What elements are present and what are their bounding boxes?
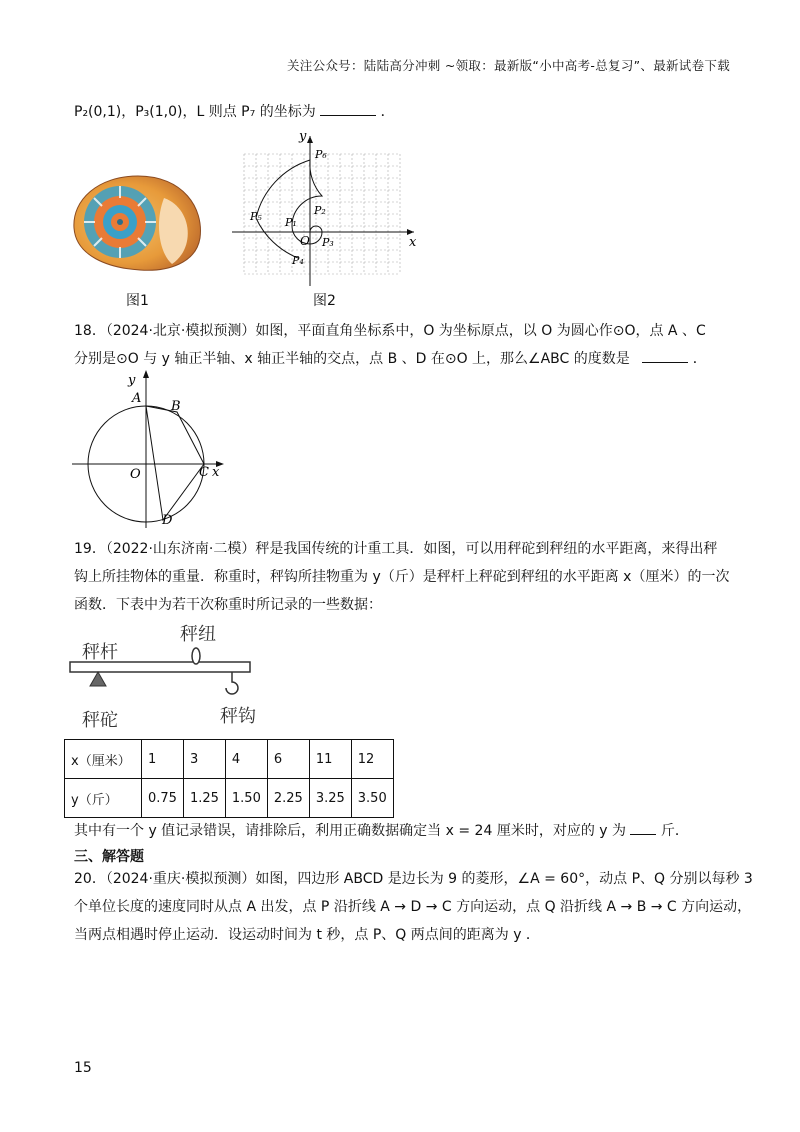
q19-after-line bbox=[74, 820, 689, 840]
q17-end: ． bbox=[380, 104, 395, 120]
knob bbox=[192, 648, 200, 664]
q19-line-2: 钩上所挂物体的重量．称重时，秤钩所挂物重为 y（斤）是秤杆上秤砣到秤纽的水平距离 x（厘米）的一次 bbox=[74, 569, 730, 585]
q19-after-text: 其中有一个 y 值记录错误，请排除后，利用正确数据确定当 x = 24 厘米时，对应的 y 为 bbox=[74, 823, 626, 839]
fig2-p2-label: P₂ bbox=[314, 204, 326, 217]
table-cell: 3.50 bbox=[351, 779, 393, 818]
table-cell: 0.75 bbox=[142, 779, 184, 818]
fig1-caption: 图1 bbox=[126, 293, 149, 309]
q20-line-2: 个单位长度的速度同时从点 A 出发，点 P 沿折线 A → D → C 方向运动，点 Q 沿折线 A → B → C 方向运动， bbox=[74, 899, 752, 915]
nautilus-shell-image bbox=[68, 168, 208, 276]
page-number: 15 bbox=[74, 1060, 92, 1076]
q17-points-line bbox=[74, 101, 395, 121]
q18-label-a: A bbox=[132, 391, 142, 406]
q18-line-1: 18．（2024·北京·模拟预测）如图，平面直角坐标系中，O 为坐标原点，以 O 为圆心作⊙O，点 A 、C bbox=[74, 323, 706, 339]
y-row-label: y（斤） bbox=[65, 779, 142, 818]
q18-label-d: D bbox=[162, 513, 173, 528]
spiral-coordinate-figure bbox=[230, 128, 420, 288]
fig2-p3-label: P₃ bbox=[322, 236, 334, 249]
x-row-label: x（厘米） bbox=[65, 740, 142, 779]
table-cell: 11 bbox=[309, 740, 351, 779]
fig2-x-label: x bbox=[409, 235, 417, 250]
q20-line-1: 20．（2024·重庆·模拟预测）如图，四边形 ABCD 是边长为 9 的菱形，∠A = 60°，动点 P、Q 分别以每秒 3 bbox=[74, 871, 753, 887]
knob-label: 秤纽 bbox=[180, 624, 216, 645]
q18-label-o: O bbox=[130, 467, 141, 482]
q20-line-3: 当两点相遇时停止运动．设运动时间为 t 秒，点 P、Q 两点间的距离为 y ． bbox=[74, 927, 540, 943]
q17-points-text: P₂(0,1)，P₃(1,0)，L 则点 P₇ 的坐标为 bbox=[74, 104, 316, 120]
q19-data-table bbox=[64, 739, 394, 818]
q18-end: ． bbox=[692, 351, 707, 367]
q19-line-3: 函数．下表中为若干次称重时所记录的一些数据： bbox=[74, 597, 382, 613]
table-cell: 3 bbox=[183, 740, 225, 779]
table-cell: 3.25 bbox=[309, 779, 351, 818]
table-cell: 2.25 bbox=[267, 779, 309, 818]
table-cell: 1 bbox=[142, 740, 184, 779]
table-row bbox=[65, 779, 394, 818]
q18-line-2 bbox=[74, 348, 707, 368]
q18-label-c: C bbox=[199, 465, 209, 480]
table-cell: 4 bbox=[225, 740, 267, 779]
q18-label-x: x bbox=[212, 465, 220, 480]
hook-label: 秤钩 bbox=[220, 706, 256, 727]
beam-label: 秤杆 bbox=[82, 642, 118, 663]
q18-line-2-text: 分别是⊙O 与 y 轴正半轴、x 轴正半轴的交点，点 B 、D 在⊙O 上，那么∠ABC 的度数是 bbox=[74, 351, 630, 367]
section-title: 三、解答题 bbox=[74, 849, 144, 865]
fig2-p5-label: P₅ bbox=[250, 210, 262, 223]
fig2-origin-label: O bbox=[300, 234, 310, 248]
q18-circle-figure bbox=[64, 368, 234, 534]
q18-label-b: B bbox=[171, 399, 181, 414]
page-header: 关注公众号：陆陆高分冲刺 ~领取：最新版“小中高考-总复习”、最新试卷下载 bbox=[286, 58, 730, 73]
q17-answer-blank bbox=[320, 115, 376, 116]
steelyard-figure bbox=[68, 618, 288, 734]
q18-answer-blank bbox=[642, 362, 688, 363]
table-cell: 1.50 bbox=[225, 779, 267, 818]
table-cell: 6 bbox=[267, 740, 309, 779]
q18-label-y: y bbox=[128, 373, 136, 388]
fig2-p4-label: P₄ bbox=[292, 254, 304, 267]
weight bbox=[90, 672, 106, 686]
fig2-p6-label: P₆ bbox=[315, 148, 327, 161]
q19-line-1: 19．（2022·山东济南·二模）秤是我国传统的计重工具．如图，可以用秤砣到秤纽的水平距离，来得出秤 bbox=[74, 541, 718, 557]
beam bbox=[70, 662, 250, 672]
fig2-p1-label: P₁ bbox=[285, 216, 297, 229]
hook bbox=[226, 672, 238, 694]
table-row bbox=[65, 740, 394, 779]
table-cell: 1.25 bbox=[183, 779, 225, 818]
fig2-y-label: y bbox=[299, 129, 307, 144]
fig2-caption: 图2 bbox=[313, 293, 336, 309]
table-cell: 12 bbox=[351, 740, 393, 779]
q19-after-end: 斤． bbox=[660, 823, 689, 839]
weight-label: 秤砣 bbox=[82, 710, 118, 731]
q19-answer-blank bbox=[630, 834, 656, 835]
